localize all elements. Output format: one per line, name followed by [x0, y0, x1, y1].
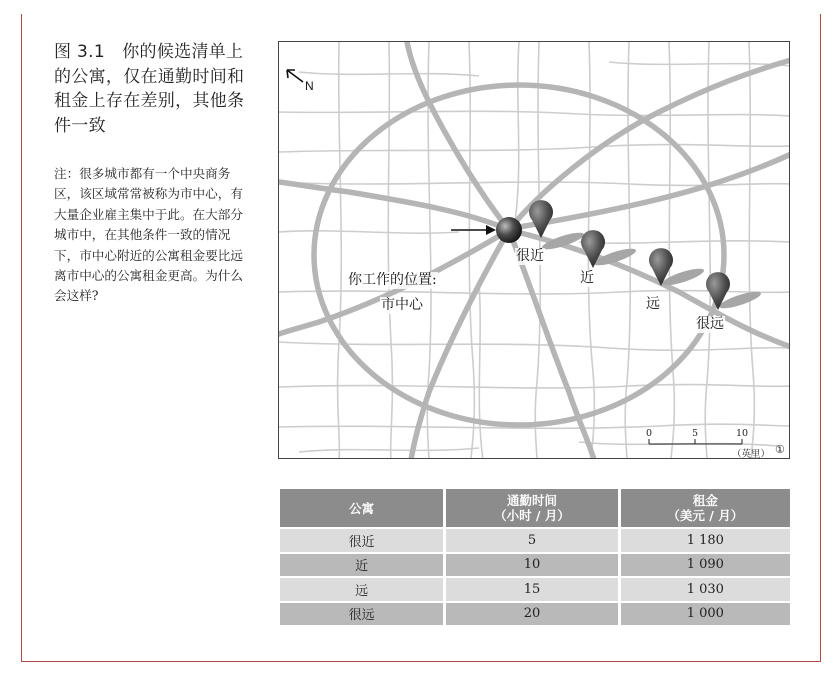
scale-unit: （英里）: [732, 449, 771, 459]
cell-rent: 1 030: [621, 576, 790, 601]
pin-label-far: 远: [646, 296, 660, 312]
downtown-marker: [496, 217, 522, 243]
table-row: [280, 576, 790, 601]
pin-label-very-near: 很近: [516, 248, 544, 264]
workplace-label-line2: 市中心: [381, 297, 423, 313]
figure-note: 注：很多城市都有一个中央商务区，该区域常常被称为市中心，有大量企业雇主集中于此。在大部分城市中，在其他条件一致的情况下，市中心附近的公寓租金要比远离市中心的公寓租金更高。为什么会这样?: [54, 166, 243, 304]
header-rent: 租金 （美元 / 月）: [621, 489, 790, 527]
cell-commute: 5: [446, 527, 620, 552]
pin-label-very-far: 很远: [696, 316, 724, 332]
workplace-label-line1: 你工作的位置:: [348, 272, 437, 288]
cell-commute: 20: [446, 601, 620, 626]
city-map: [278, 41, 790, 459]
cell-commute: 15: [446, 576, 620, 601]
north-label: N: [305, 79, 314, 93]
header-apartment: 公寓: [280, 489, 446, 527]
cell-commute: 10: [446, 552, 620, 577]
pin-very-near: [529, 200, 585, 252]
cell-rent: 1 090: [621, 552, 790, 577]
cell-apartment: 很远: [280, 601, 446, 626]
table-row: [280, 601, 790, 626]
figure-title: 图 3.1 你的候选清单上的公寓，仅在通勤时间和租金上存在差别，其他条件一致: [54, 42, 245, 136]
scale-footnote-mark: ①: [775, 443, 785, 456]
cell-rent: 1 000: [621, 601, 790, 626]
cell-apartment: 近: [280, 552, 446, 577]
cell-apartment: 很近: [280, 527, 446, 552]
scale-tick-5: 5: [692, 428, 699, 439]
pin-label-near: 近: [580, 270, 594, 286]
header-commute: 通勤时间 （小时 / 月）: [446, 489, 620, 527]
table-row: [280, 552, 790, 577]
cell-apartment: 远: [280, 576, 446, 601]
scale-tick-0: 0: [646, 428, 653, 439]
apartment-table: [280, 489, 790, 625]
table-header-row: [280, 489, 790, 527]
cell-rent: 1 180: [621, 527, 790, 552]
table-row: [280, 527, 790, 552]
scale-tick-10: 10: [736, 428, 749, 439]
